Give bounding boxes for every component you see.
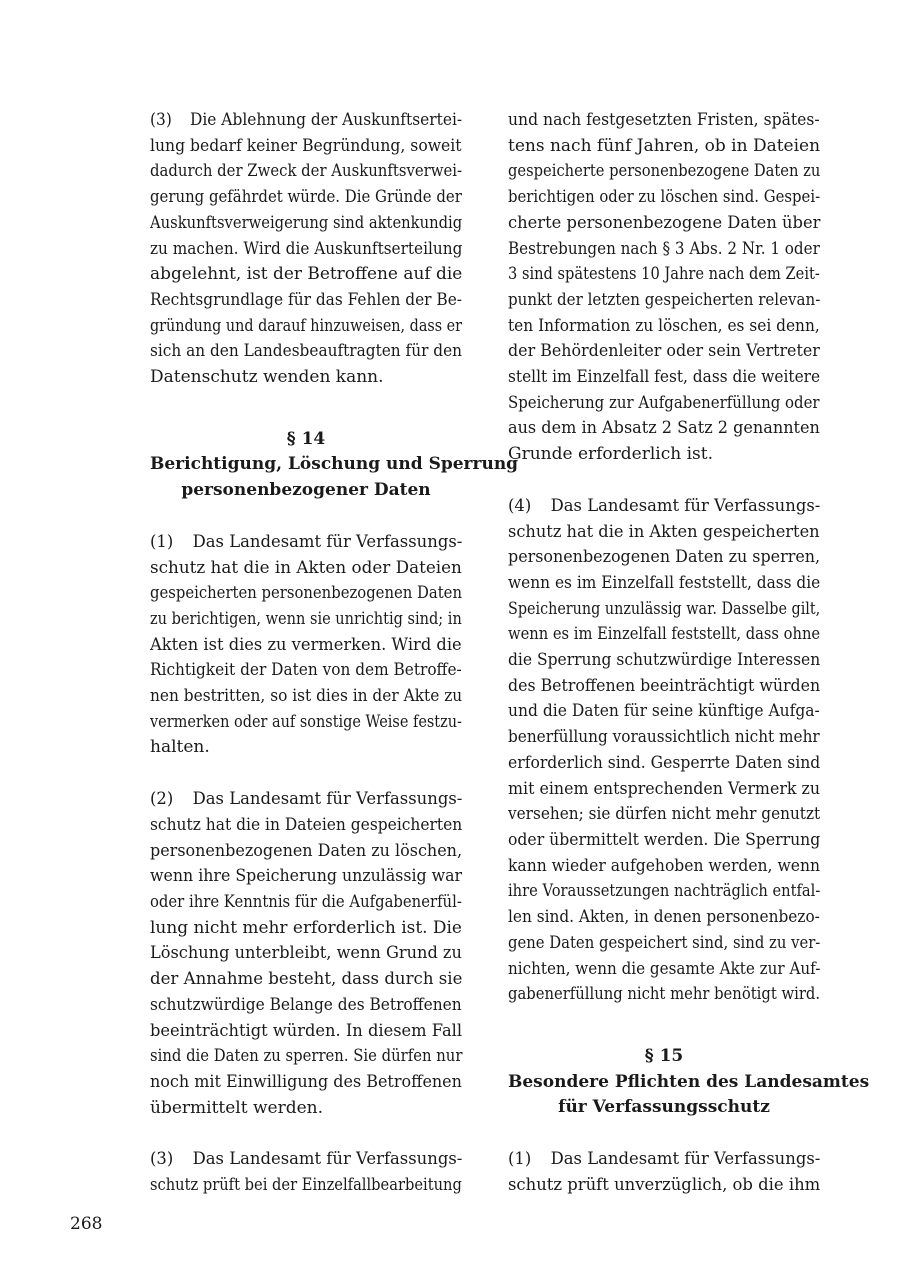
- text-line: halten.: [150, 737, 210, 758]
- text-line: Speicherung zur Aufgabenerfüllung oder: [508, 392, 820, 413]
- text-line: ihre Voraussetzungen nachträglich entfal-: [508, 881, 821, 902]
- paragraph-14-1: [150, 530, 462, 761]
- text-line: gabenerfüllung nicht mehr benötigt wird.: [508, 984, 821, 1005]
- paragraph-number: (1): [150, 531, 174, 552]
- paragraph-15-1: [508, 1147, 820, 1198]
- text-line: Bestrebungen nach § 3 Abs. 2 Nr. 1 oder: [508, 238, 820, 259]
- text-line: (3) Die Ablehnung der Auskunftsertei-: [150, 110, 463, 130]
- paragraph-14-2: [150, 787, 462, 1121]
- text-line: noch mit Einwilligung des Betroffenen: [150, 1071, 462, 1092]
- text-line: benerfüllung voraussichtlich nicht mehr: [508, 727, 820, 748]
- text-line: gespeicherte personenbezogene Daten zu: [508, 161, 821, 182]
- text-line: Auskunftsverweigerung sind aktenkundig: [150, 212, 463, 233]
- text-line: der Behördenleiter oder sein Vertreter: [508, 341, 820, 362]
- text-line: beeinträchtigt würden. In diesem Fall: [150, 1020, 463, 1041]
- text-line: gründung und darauf hinzuweisen, dass er: [150, 315, 462, 336]
- text-line: personenbezogenen Daten zu sperren,: [508, 547, 821, 568]
- section-number: § 15: [644, 1045, 684, 1066]
- text-line: len sind. Akten, in denen personenbezo-: [508, 907, 820, 928]
- right-column: [508, 108, 870, 1224]
- text-line: 3 sind spätestens 10 Jahre nach dem Zeit-: [508, 264, 820, 285]
- text-line: vermerken oder auf sonstige Weise festzu-: [150, 711, 462, 732]
- text-line: lung bedarf keiner Begründung, soweit: [150, 135, 462, 156]
- text-line: schutz hat die in Dateien gespeicherten: [150, 814, 463, 835]
- text-line: Grunde erforderlich ist.: [508, 444, 714, 465]
- page-number: 268: [70, 1214, 103, 1234]
- text-line: mit einem entsprechenden Vermerk zu: [508, 778, 821, 799]
- paragraph-14-3-continued: [508, 108, 820, 468]
- paragraph-14-4: [508, 494, 820, 1008]
- text-line: zu machen. Wird die Auskunftserteilung: [150, 238, 463, 259]
- text-line: Speicherung unzulässig war. Dasselbe gilt,: [508, 598, 821, 619]
- text-line: versehen; sie dürfen nicht mehr genutzt: [508, 804, 821, 825]
- text-line: oder übermittelt werden. Die Sperrung: [508, 829, 821, 850]
- text-line: oder ihre Kenntnis für die Aufgabenerfül-: [150, 891, 462, 912]
- text-line: Datenschutz wenden kann.: [150, 367, 384, 388]
- section-title-line: Besondere Pflichten des Landesamtes: [508, 1071, 870, 1092]
- section-number: § 14: [286, 428, 326, 449]
- text-line: schutzwürdige Belange des Betroffenen: [150, 994, 462, 1015]
- text-line: punkt der letzten gespeicherten relevan-: [508, 289, 821, 310]
- paragraph-number: (1): [508, 1149, 532, 1170]
- text-line: gespeicherten personenbezogenen Daten: [150, 583, 462, 604]
- text-line: sich an den Landesbeauftragten für den: [150, 341, 463, 362]
- text-line: des Betroffenen beeinträchtigt würden: [508, 675, 821, 696]
- text-line: ten Information zu löschen, es sei denn,: [508, 315, 820, 336]
- section-title-line: Berichtigung, Löschung und Sperrung: [150, 454, 519, 475]
- text-line: berichtigen oder zu löschen sind. Gespei-: [508, 187, 821, 208]
- paragraph-13-3-end: [150, 108, 462, 391]
- text-line: schutz hat die in Akten gespeicherten: [508, 521, 820, 542]
- text-line: übermittelt werden.: [150, 1097, 324, 1118]
- left-column: [150, 108, 519, 1225]
- text-line: gerung gefährdet würde. Die Gründe der: [150, 187, 462, 208]
- text-line: wenn es im Einzelfall feststellt, dass ohne: [508, 624, 821, 645]
- text-line: erforderlich sind. Gesperrte Daten sind: [508, 752, 821, 773]
- text-line: (1) Das Landesamt für Verfassungs-: [508, 1149, 821, 1170]
- text-line: Rechtsgrundlage für das Fehlen der Be-: [150, 289, 463, 310]
- paragraph-14-3: [150, 1147, 462, 1198]
- text-line: Akten ist dies zu vermerken. Wird die: [150, 634, 462, 655]
- text-line: gene Daten gespeichert sind, sind zu ver-: [508, 932, 821, 953]
- paragraph-number: (4): [508, 495, 532, 516]
- text-line: und die Daten für seine künftige Aufga-: [508, 701, 820, 722]
- text-line: stellt im Einzelfall fest, dass die weitere: [508, 367, 821, 388]
- section-15-heading: [508, 1044, 870, 1121]
- section-title-line: für Verfassungsschutz: [558, 1097, 770, 1118]
- text-line: abgelehnt, ist der Betroffene auf die: [150, 264, 463, 285]
- text-line: (4) Das Landesamt für Verfassungs-: [508, 495, 821, 516]
- paragraph-number: (2): [150, 789, 174, 810]
- text-line: tens nach fünf Jahren, ob in Dateien: [508, 135, 821, 156]
- text-line: schutz prüft bei der Einzelfallbearbeitung: [150, 1175, 462, 1196]
- paragraph-number: (3): [150, 1149, 174, 1170]
- text-line: cherte personenbezogene Daten über: [508, 212, 821, 233]
- text-line: nen bestritten, so ist dies in der Akte zu: [150, 686, 463, 707]
- text-line: und nach festgesetzten Fristen, spätes-: [508, 110, 820, 130]
- text-line: Richtigkeit der Daten von dem Betroffe-: [150, 660, 462, 681]
- text-line: (2) Das Landesamt für Verfassungs-: [150, 789, 463, 810]
- section-14-heading: [150, 427, 519, 504]
- text-line: (1) Das Landesamt für Verfassungs-: [150, 531, 463, 552]
- text-line: Löschung unterbleibt, wenn Grund zu: [150, 943, 462, 964]
- paragraph-number: (3): [150, 110, 172, 130]
- text-line: wenn ihre Speicherung unzulässig war: [150, 866, 463, 887]
- section-title-line: personenbezogener Daten: [181, 480, 431, 501]
- text-line: wenn es im Einzelfall feststellt, dass die: [508, 572, 821, 593]
- text-line: schutz hat die in Akten oder Dateien: [150, 557, 462, 578]
- text-line: nichten, wenn die gesamte Akte zur Auf-: [508, 958, 821, 979]
- text-line: (3) Das Landesamt für Verfassungs-: [150, 1149, 463, 1170]
- text-line: dadurch der Zweck der Auskunftsverwei-: [150, 161, 463, 182]
- text-line: personenbezogenen Daten zu löschen,: [150, 840, 463, 861]
- text-line: die Sperrung schutzwürdige Interessen: [508, 650, 821, 671]
- text-line: zu berichtigen, wenn sie unrichtig sind; in: [150, 608, 462, 629]
- text-line: schutz prüft unverzüglich, ob die ihm: [508, 1174, 821, 1195]
- text-line: kann wieder aufgehoben werden, wenn: [508, 855, 821, 876]
- text-line: sind die Daten zu sperren. Sie dürfen nur: [150, 1046, 463, 1067]
- text-line: lung nicht mehr erforderlich ist. Die: [150, 917, 462, 938]
- text-line: aus dem in Absatz 2 Satz 2 genannten: [508, 418, 820, 439]
- text-line: der Annahme besteht, dass durch sie: [150, 969, 463, 990]
